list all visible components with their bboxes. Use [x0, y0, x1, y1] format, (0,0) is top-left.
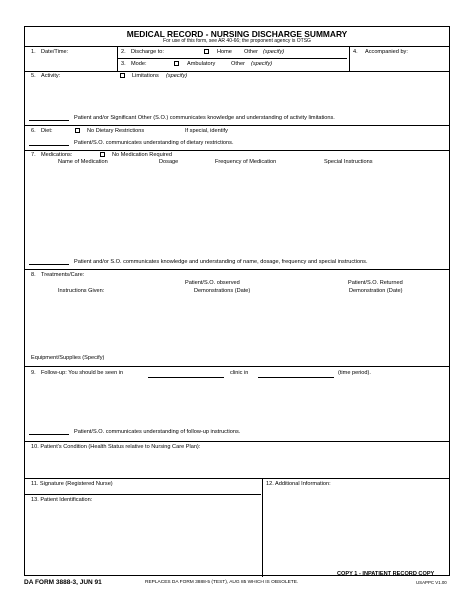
- observed-label-line1: Patient/S.O. observed: [185, 280, 240, 286]
- diet-statement: Patient/S.O. communicates understanding of dietary restrictions.: [74, 140, 234, 146]
- observed-label-line2: Demonstrations (Date): [194, 288, 251, 294]
- medication-statement: Patient and/or S.O. communicates knowledge and understanding of name, dosage, frequency and special instructions.: [74, 259, 368, 265]
- instructions-given-label: Instructions Given:: [58, 288, 105, 294]
- follow-up-statement: Patient/S.O. communicates understanding of follow-up instructions.: [74, 429, 241, 435]
- activity-statement: Patient and/or Significant Other (S.O.) communicates knowledge and understanding of activity limitations.: [74, 115, 335, 121]
- limitations-specify: (specify): [166, 73, 188, 79]
- no-dietary-restrictions-checkbox[interactable]: [75, 128, 80, 133]
- field-1-number: 1.: [31, 49, 36, 55]
- form-subtitle: For use of this form, see AR 40-66; the proponent agency is OTSG: [163, 38, 311, 44]
- no-medication-label: No Medication Required: [112, 152, 173, 158]
- col-frequency: Frequency of Medication: [215, 159, 277, 165]
- version-label: USAPPC V1.00: [416, 580, 447, 585]
- follow-up-clinic-line[interactable]: [148, 377, 224, 378]
- activity-label: Activity:: [41, 73, 61, 79]
- medication-initials-line[interactable]: [29, 264, 69, 265]
- home-label: Home: [217, 49, 232, 55]
- copy-label: COPY 1 - INPATIENT RECORD COPY: [337, 571, 435, 577]
- activity-initials-line[interactable]: [29, 120, 69, 121]
- discharge-summary-form: [24, 26, 450, 576]
- returned-label-line1: Patient/S.O. Returned: [348, 280, 403, 286]
- replaces-note: REPLACES DA FORM 3888-5 (TEST), AUG 85 WHICH IS OBSOLETE.: [145, 580, 299, 585]
- field-6-number: 6.: [31, 128, 36, 134]
- discharge-to-label: Discharge to:: [131, 49, 164, 55]
- time-period-label: (time period).: [338, 370, 371, 376]
- col-name-of-medication: Name of Medication: [58, 159, 108, 165]
- additional-information-label: 12. Additional Information:: [266, 481, 331, 487]
- mode-other-specify: (specify): [251, 61, 273, 67]
- field-2-number: 2.: [121, 49, 126, 55]
- field-5-number: 5.: [31, 73, 36, 79]
- date-time-label: Date/Time:: [41, 49, 69, 55]
- if-special-label: If special, identify: [185, 128, 228, 134]
- accompanied-by-label: Accompanied by:: [365, 49, 408, 55]
- mode-label: Mode:: [131, 61, 147, 67]
- home-checkbox[interactable]: [204, 49, 209, 54]
- diet-label: Diet:: [41, 128, 53, 134]
- discharge-other-label: Other: [244, 49, 258, 55]
- patient-condition-label: 10. Patient’s Condition (Health Status relative to Nursing Care Plan):: [31, 444, 201, 450]
- form-number: DA FORM 3888-3, JUN 91: [24, 579, 102, 586]
- medications-label: Medications:: [41, 152, 73, 158]
- field-9-number: 9.: [31, 370, 36, 376]
- signature-label: 11. Signature (Registered Nurse): [31, 481, 113, 487]
- col-special-instructions: Special Instructions: [324, 159, 373, 165]
- ambulatory-label: Ambulatory: [187, 61, 216, 67]
- treatments-care-label: Treatments/Care:: [41, 272, 85, 278]
- limitations-label: Limitations: [132, 73, 159, 79]
- returned-label-line2: Demonstration (Date): [349, 288, 403, 294]
- col-dosage: Dosage: [159, 159, 179, 165]
- discharge-other-specify: (specify): [263, 49, 285, 55]
- follow-up-initials-line[interactable]: [29, 434, 69, 435]
- no-dietary-restrictions-label: No Dietary Restrictions: [87, 128, 145, 134]
- follow-up-label: Follow-up: You should be seen in: [41, 370, 124, 376]
- diet-initials-line[interactable]: [29, 145, 69, 146]
- equipment-supplies-label: Equipment/Supplies (Specify): [31, 355, 105, 361]
- form-title: MEDICAL RECORD - NURSING DISCHARGE SUMMARY: [126, 29, 348, 39]
- follow-up-time-line[interactable]: [258, 377, 334, 378]
- mode-other-label: Other: [231, 61, 245, 67]
- no-medication-checkbox[interactable]: [100, 152, 105, 157]
- field-4-number: 4.: [353, 49, 358, 55]
- clinic-in-label: clinic in: [230, 370, 249, 376]
- field-3-number: 3.: [121, 61, 126, 67]
- ambulatory-checkbox[interactable]: [174, 61, 179, 66]
- field-7-number: 7.: [31, 152, 36, 158]
- patient-identification-label: 13. Patient Identification:: [31, 497, 93, 503]
- field-8-number: 8.: [31, 272, 36, 278]
- limitations-checkbox[interactable]: [120, 73, 125, 78]
